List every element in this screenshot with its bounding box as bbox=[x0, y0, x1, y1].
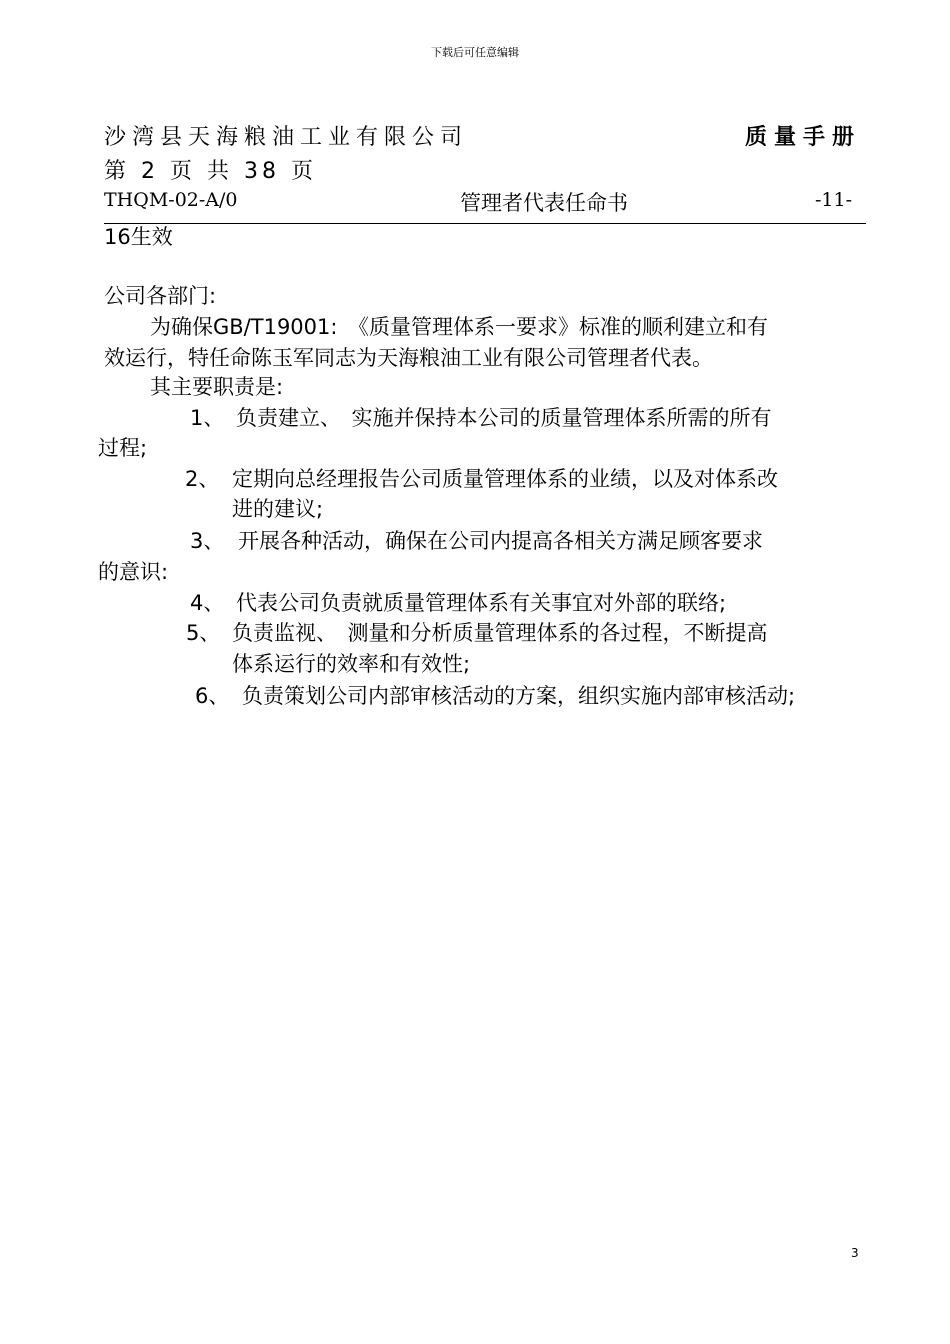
intro-line-2: 效运行，特任命陈玉军同志为天海粮油工业有限公司管理者代表。 bbox=[104, 346, 713, 370]
duty-item-6-number: 6、 bbox=[195, 684, 230, 708]
effective-date-part1: -11- bbox=[815, 189, 853, 211]
duty-item-3-number: 3、 bbox=[190, 529, 225, 553]
duty-item-2-number: 2、 bbox=[185, 467, 220, 491]
intro-line-1: 为确保GB/T19001: 《质量管理体系一要求》标准的顺利建立和有 bbox=[150, 315, 768, 339]
duty-item-3-continuation: 的意识: bbox=[98, 560, 169, 584]
duty-item-5-continuation: 体系运行的效率和有效性; bbox=[232, 652, 471, 676]
duty-item-1-text: 负责建立、 实施并保持本公司的质量管理体系所需的所有 bbox=[236, 406, 772, 430]
duty-item-4-text: 代表公司负责就质量管理体系有关事宜对外部的联络; bbox=[236, 591, 727, 615]
duty-item-2-text: 定期向总经理报告公司质量管理体系的业绩，以及对体系改 bbox=[232, 467, 778, 491]
page-number: 3 bbox=[851, 1246, 859, 1260]
effective-date-part2: 16生效 bbox=[104, 225, 173, 249]
duty-item-2-continuation: 进的建议; bbox=[232, 497, 324, 521]
duty-item-3-text: 开展各种活动，确保在公司内提高各相关方满足顾客要求 bbox=[238, 529, 763, 553]
document-code: THQM-02-A/0 bbox=[104, 189, 238, 211]
page-count: 第 2 页 共 38 页 bbox=[104, 159, 317, 184]
duty-item-1-continuation: 过程; bbox=[98, 436, 148, 460]
header-divider bbox=[104, 223, 866, 224]
document-title: 管理者代表任命书 bbox=[460, 191, 628, 215]
company-name: 沙湾县天海粮油工业有限公司 bbox=[104, 125, 469, 150]
salutation: 公司各部门: bbox=[104, 284, 217, 308]
manual-title: 质量手册 bbox=[745, 125, 862, 150]
duty-item-5-number: 5、 bbox=[186, 621, 221, 645]
duty-item-1-number: 1、 bbox=[190, 406, 225, 430]
duty-item-4-number: 4、 bbox=[190, 591, 225, 615]
duties-heading: 其主要职责是: bbox=[150, 375, 284, 399]
top-note: 下载后可任意编辑 bbox=[431, 46, 519, 59]
duty-item-6-text: 负责策划公司内部审核活动的方案，组织实施内部审核活动; bbox=[242, 684, 796, 708]
duty-item-5-text: 负责监视、 测量和分析质量管理体系的各过程，不断提高 bbox=[232, 621, 768, 645]
